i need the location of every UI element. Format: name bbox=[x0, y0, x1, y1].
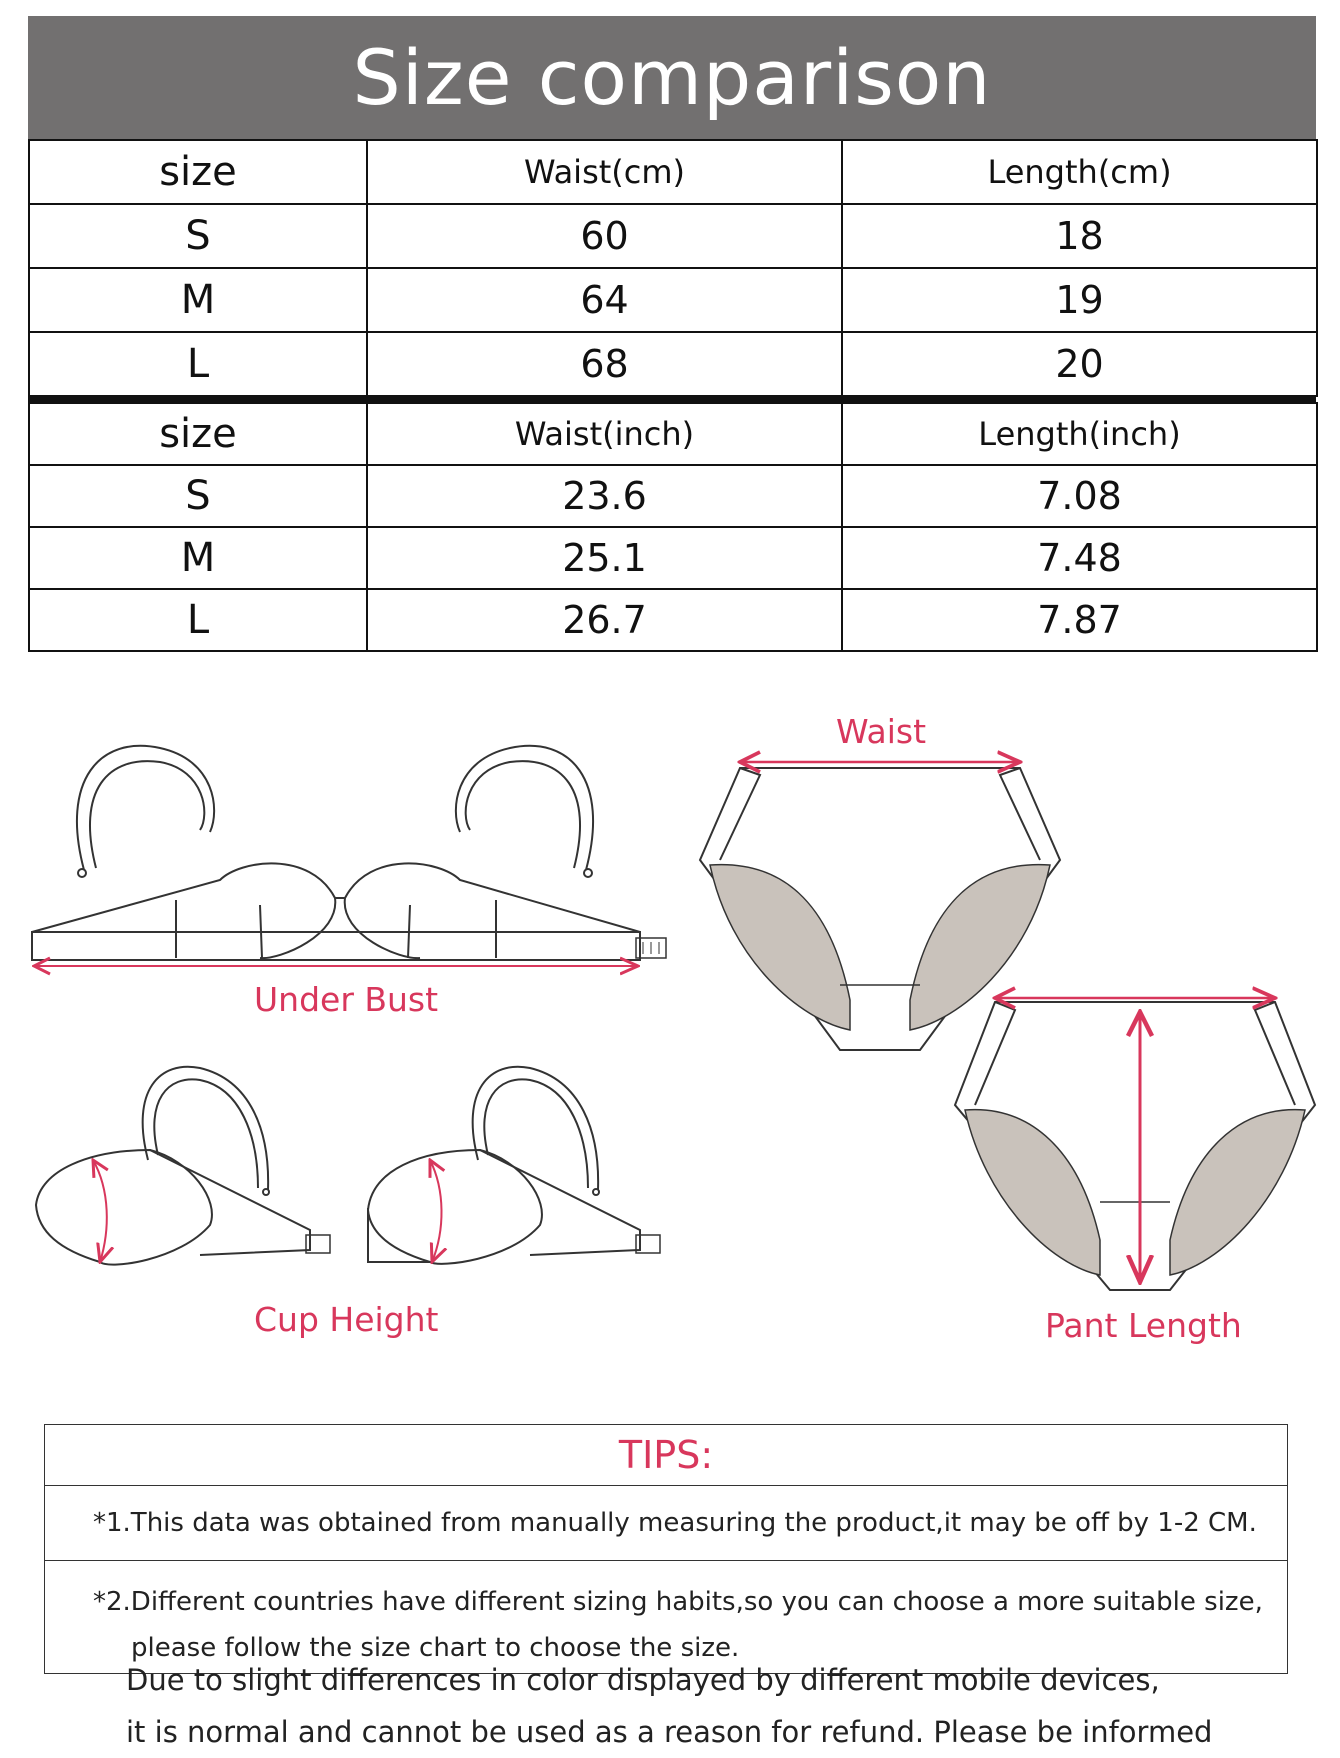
table-header-row bbox=[29, 403, 1317, 465]
size-cell: S bbox=[29, 465, 367, 527]
bra-cup-height-illustration-right bbox=[368, 1067, 660, 1264]
page-title: Size comparison bbox=[28, 16, 1316, 139]
size-table-cm bbox=[28, 139, 1318, 397]
header-waist: Waist(inch) bbox=[367, 403, 842, 465]
pant-length-label: Pant Length bbox=[1045, 1306, 1242, 1345]
length-cell: 18 bbox=[842, 204, 1317, 268]
disclaimer-line-1: Due to slight differences in color displayed by different mobile devices, bbox=[126, 1663, 1160, 1697]
table-row bbox=[29, 204, 1317, 268]
tip-1: *1.This data was obtained from manually measuring the product,it may be off by 1-2 CM. bbox=[45, 1486, 1287, 1561]
table-row bbox=[29, 332, 1317, 396]
table-divider bbox=[28, 395, 1316, 402]
size-cell: L bbox=[29, 332, 367, 396]
length-cell: 19 bbox=[842, 268, 1317, 332]
cup-height-label: Cup Height bbox=[254, 1300, 439, 1339]
length-cell: 7.08 bbox=[842, 465, 1317, 527]
disclaimer bbox=[126, 1654, 1212, 1758]
header-length: Length(cm) bbox=[842, 140, 1317, 204]
cup-height-arrow-right bbox=[430, 1160, 442, 1262]
table-row bbox=[29, 465, 1317, 527]
waist-cell: 23.6 bbox=[367, 465, 842, 527]
panty-length-illustration bbox=[955, 1002, 1315, 1290]
waist-label: Waist bbox=[836, 712, 927, 751]
under-bust-label: Under Bust bbox=[254, 980, 439, 1019]
header-length: Length(inch) bbox=[842, 403, 1317, 465]
tip-2-line-1: *2.Different countries have different sizing habits,so you can choose a more suitable size, bbox=[93, 1587, 1263, 1617]
size-cell: S bbox=[29, 204, 367, 268]
tip-2-line-2: please follow the size chart to choose the size. bbox=[131, 1633, 740, 1663]
bra-underbust-illustration bbox=[32, 746, 666, 960]
table-row bbox=[29, 268, 1317, 332]
size-table-inch bbox=[28, 402, 1318, 652]
size-cell: M bbox=[29, 527, 367, 589]
header-size: size bbox=[29, 403, 367, 465]
table-header-row bbox=[29, 140, 1317, 204]
header-size: size bbox=[29, 140, 367, 204]
tips-box bbox=[44, 1424, 1288, 1674]
waist-cell: 26.7 bbox=[367, 589, 842, 651]
length-cell: 7.48 bbox=[842, 527, 1317, 589]
waist-cell: 25.1 bbox=[367, 527, 842, 589]
waist-cell: 64 bbox=[367, 268, 842, 332]
length-cell: 7.87 bbox=[842, 589, 1317, 651]
size-cell: L bbox=[29, 589, 367, 651]
cup-height-arrow-left bbox=[93, 1160, 107, 1262]
table-row bbox=[29, 589, 1317, 651]
length-cell: 20 bbox=[842, 332, 1317, 396]
disclaimer-line-2: it is normal and cannot be used as a reason for refund. Please be informed bbox=[126, 1715, 1213, 1749]
header-waist: Waist(cm) bbox=[367, 140, 842, 204]
waist-cell: 60 bbox=[367, 204, 842, 268]
tips-title: TIPS: bbox=[45, 1425, 1287, 1486]
table-row bbox=[29, 527, 1317, 589]
size-cell: M bbox=[29, 268, 367, 332]
measurement-illustrations bbox=[0, 680, 1340, 1380]
waist-cell: 68 bbox=[367, 332, 842, 396]
bra-cup-height-illustration-left bbox=[36, 1067, 330, 1265]
